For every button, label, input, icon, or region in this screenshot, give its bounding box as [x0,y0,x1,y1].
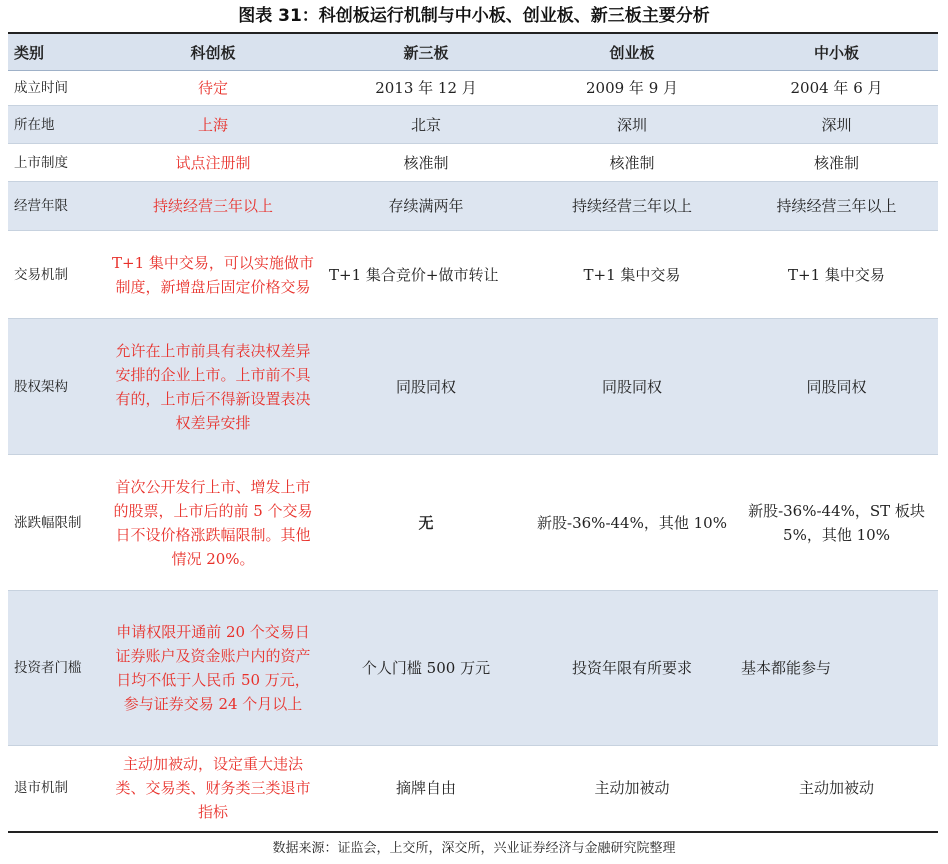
table-row [8,455,938,591]
cell-xsb: 北京 [323,106,529,144]
row-category: 投资者门槛 [8,591,103,746]
row-category: 所在地 [8,106,103,144]
cell-cyb: 主动加被动 [529,746,735,832]
cell-xsb: 2013 年 12 月 [323,71,529,106]
cell-xsb: T+1 集合竞价+做市转让 [323,231,529,319]
cell-zxb: 基本都能参与 [735,591,938,746]
cell-xsb: 摘牌自由 [323,746,529,832]
cell-zxb: 2004 年 6 月 [735,71,938,106]
cell-zxb: 核准制 [735,144,938,182]
table-row [8,71,938,106]
cell-cyb: 持续经营三年以上 [529,182,735,231]
row-category: 交易机制 [8,231,103,319]
data-source-note: 数据来源：证监会，上交所，深交所，兴业证券经济与金融研究院整理 [272,841,676,856]
header-kcb: 科创板 [103,33,323,71]
header-cyb: 创业板 [529,33,735,71]
row-category: 上市制度 [8,144,103,182]
cell-kcb: 首次公开发行上市、增发上市的股票，上市后的前 5 个交易日不设价格涨跌幅限制。其他情况 20%。 [103,455,323,591]
row-category: 股权架构 [8,319,103,455]
cell-kcb: 申请权限开通前 20 个交易日证券账户及资金账户内的资产日均不低于人民币 50 万元，参与证券交易 24 个月以上 [103,591,323,746]
cell-xsb: 个人门槛 500 万元 [323,591,529,746]
cell-cyb: 同股同权 [529,319,735,455]
cell-cyb: 2009 年 9 月 [529,71,735,106]
header-category: 类别 [8,33,103,71]
cell-xsb: 无 [323,455,529,591]
table-row [8,319,938,455]
header-xsb: 新三板 [323,33,529,71]
cell-kcb: T+1 集中交易，可以实施做市制度，新增盘后固定价格交易 [103,231,323,319]
cell-kcb: 上海 [103,106,323,144]
header-zxb: 中小板 [735,33,938,71]
table-row [8,182,938,231]
table-row [8,746,938,832]
cell-zxb: 新股-36%-44%，ST 板块 5%，其他 10% [735,455,938,591]
cell-xsb: 核准制 [323,144,529,182]
cell-cyb: 核准制 [529,144,735,182]
row-category: 退市机制 [8,746,103,832]
table-row [8,106,938,144]
table-row [8,144,938,182]
table-row [8,231,938,319]
table-row [8,591,938,746]
cell-zxb: 同股同权 [735,319,938,455]
cell-zxb: 持续经营三年以上 [735,182,938,231]
cell-zxb: 主动加被动 [735,746,938,832]
cell-xsb: 存续满两年 [323,182,529,231]
cell-cyb: 深圳 [529,106,735,144]
cell-kcb: 主动加被动，设定重大违法类、交易类、财务类三类退市指标 [103,746,323,832]
cell-zxb: 深圳 [735,106,938,144]
cell-kcb: 允许在上市前具有表决权差异安排的企业上市。上市前不具有的，上市后不得新设置表决权差异安排 [103,319,323,455]
comparison-table [8,32,938,833]
cell-zxb: T+1 集中交易 [735,231,938,319]
cell-kcb: 试点注册制 [103,144,323,182]
cell-cyb: 新股-36%-44%，其他 10% [529,455,735,591]
row-category: 经营年限 [8,182,103,231]
cell-cyb: 投资年限有所要求 [529,591,735,746]
cell-kcb: 持续经营三年以上 [103,182,323,231]
figure-title: 图表 31：科创板运行机制与中小板、创业板、新三板主要分析 [238,6,710,26]
table-header-row [8,33,938,71]
cell-xsb: 同股同权 [323,319,529,455]
cell-cyb: T+1 集中交易 [529,231,735,319]
cell-kcb: 待定 [103,71,323,106]
row-category: 涨跌幅限制 [8,455,103,591]
row-category: 成立时间 [8,71,103,106]
